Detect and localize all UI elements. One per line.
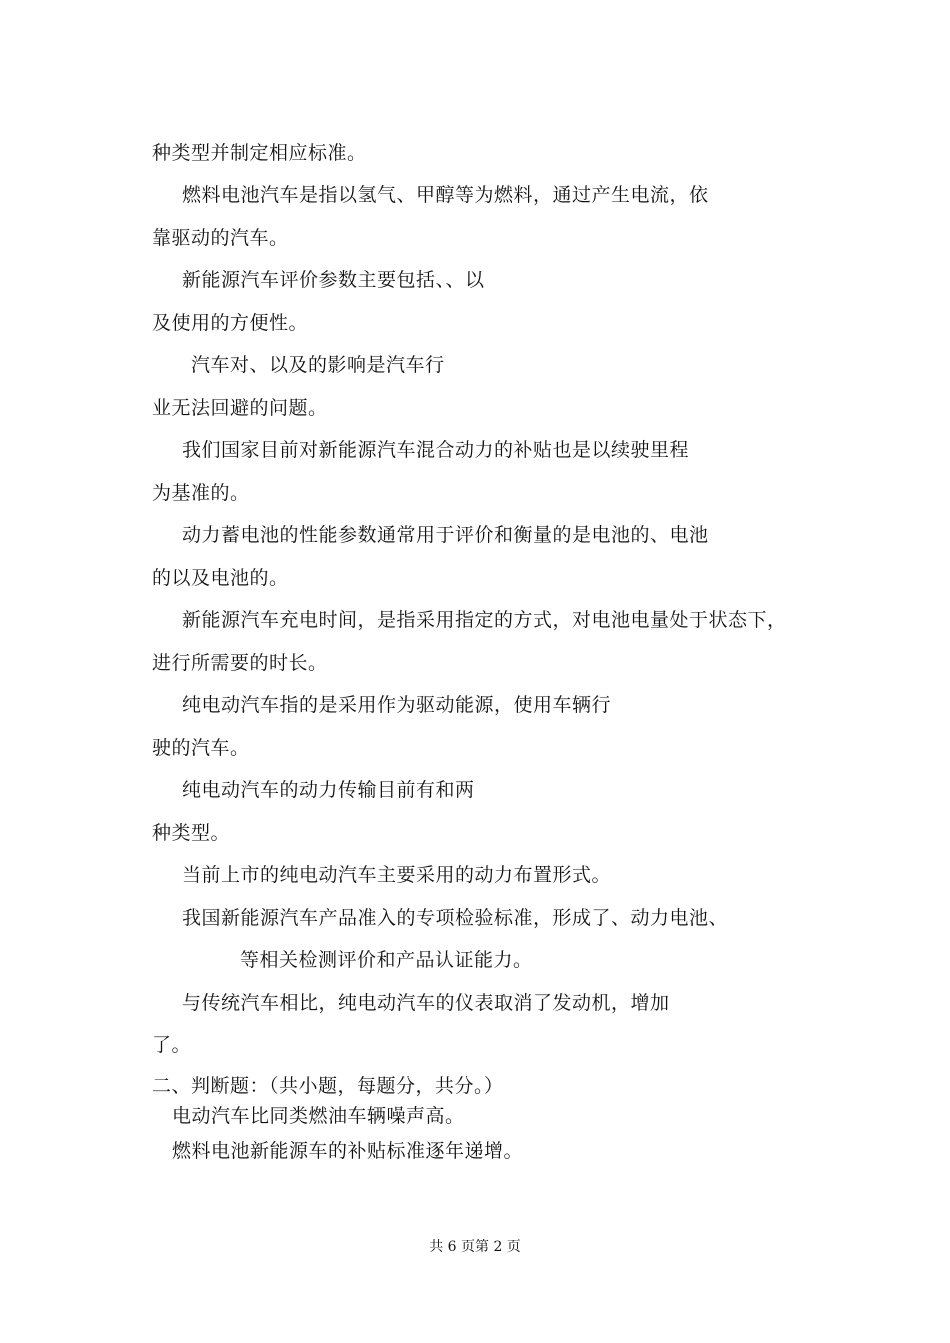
question-item: 燃料电池新能源车的补贴标准逐年递增。 xyxy=(172,1140,524,1162)
text-line: 及使用的方便性。 xyxy=(152,312,309,334)
text-line: 汽车对、以及的影响是汽车行 xyxy=(191,354,445,376)
text-line: 进行所需要的时长。 xyxy=(152,652,328,674)
text-line: 纯电动汽车指的是采用作为驱动能源，使用车辆行 xyxy=(182,694,612,716)
text-line: 靠驱动的汽车。 xyxy=(152,227,289,249)
text-line: 我们国家目前对新能源汽车混合动力的补贴也是以续驶里程 xyxy=(182,439,690,461)
text-line: 了。 xyxy=(152,1034,192,1056)
text-line: 的以及电池的。 xyxy=(152,567,289,589)
section-heading: 二、判断题：（共小题，每题分，共分。） xyxy=(152,1075,504,1097)
text-line: 新能源汽车充电时间，是指采用指定的方式，对电池电量处于状态下， xyxy=(182,609,787,631)
text-line: 等相关检测评价和产品认证能力。 xyxy=(240,949,533,971)
text-line: 种类型并制定相应标准。 xyxy=(152,142,367,164)
text-line: 为基准的。 xyxy=(152,482,250,504)
text-line: 与传统汽车相比，纯电动汽车的仪表取消了发动机，增加 xyxy=(182,992,670,1014)
text-line: 种类型。 xyxy=(152,822,231,844)
text-line: 驶的汽车。 xyxy=(152,737,250,759)
text-line: 新能源汽车评价参数主要包括、、以 xyxy=(182,269,485,291)
text-line: 动力蓄电池的性能参数通常用于评价和衡量的是电池的、电池 xyxy=(182,524,709,546)
text-line: 当前上市的纯电动汽车主要采用的动力布置形式。 xyxy=(182,864,612,886)
text-line: 纯电动汽车的动力传输目前有和两 xyxy=(182,779,475,801)
page-footer: 共 6 页第 2 页 xyxy=(429,1239,521,1255)
text-line: 业无法回避的问题。 xyxy=(152,397,328,419)
text-line: 我国新能源汽车产品准入的专项检验标准，形成了、动力电池、 xyxy=(182,907,729,929)
text-line: 燃料电池汽车是指以氢气、甲醇等为燃料，通过产生电流，依 xyxy=(182,184,709,206)
question-item: 电动汽车比同类燃油车辆噪声高。 xyxy=(172,1105,465,1127)
